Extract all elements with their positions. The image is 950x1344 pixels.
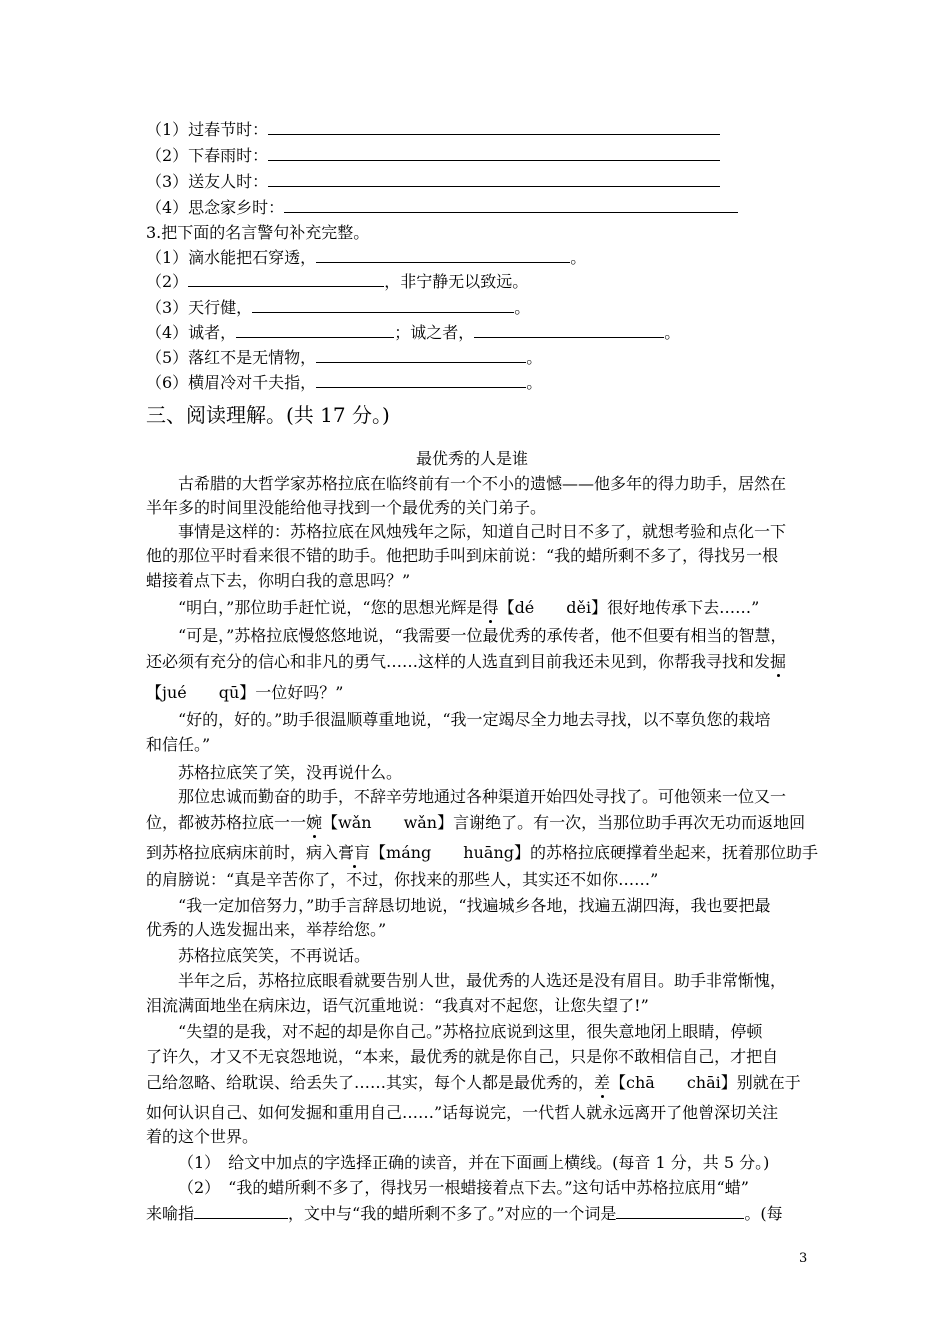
q3-item-4 <box>146 323 680 343</box>
article-line <box>146 813 805 833</box>
q3-item-5-end: 。 <box>526 348 543 367</box>
q3-item-4-text: （4）诚者， <box>146 323 237 342</box>
article-line <box>146 1073 801 1093</box>
q3-item-1-text: （1）滴水能把石穿透， <box>146 248 317 267</box>
q2-item-3-label: （3）送友人时： <box>146 172 269 191</box>
q2-item-3 <box>146 172 720 192</box>
question-2-blank-2[interactable] <box>616 1204 744 1219</box>
q2-item-4 <box>146 198 738 218</box>
article-line: 那位忠诚而勤奋的助手，不辞辛劳地通过各种渠道开始四处寻找了。可他领来一位又一 <box>178 787 787 806</box>
article-line: “可是，”苏格拉底慢悠悠地说，“我需要一位最优秀的承传者，他不但要有相当的智慧， <box>178 626 787 645</box>
q3-item-5-blank[interactable] <box>316 348 526 363</box>
q3-item-4-mid: ；诚之者， <box>394 323 475 342</box>
question-2-text: ，文中与“我的蜡所剩不多了。”对应的一个词是 <box>288 1204 617 1223</box>
q3-item-3-end: 。 <box>514 298 531 317</box>
article-line: 蜡接着点下去，你明白我的意思吗？” <box>146 571 411 590</box>
q2-item-2 <box>146 146 720 166</box>
q3-item-1 <box>146 248 586 268</box>
question-2-cont <box>146 1204 783 1224</box>
q3-item-4-end: 。 <box>664 323 681 342</box>
article-line: 苏格拉底笑笑，不再说话。 <box>178 946 371 965</box>
article-line: 他的那位平时看来很不错的助手。他把助手叫到床前说：“我的蜡所剩不多了，得找另一根 <box>146 546 779 565</box>
article-line: “我一定加倍努力，”助手言辞恳切地说，“找遍城乡各地，找遍五湖四海，我也要把最 <box>178 896 771 915</box>
page-number: 3 <box>799 1251 808 1266</box>
q2-item-1-blank[interactable] <box>268 120 720 135</box>
q2-item-1 <box>146 120 720 140</box>
section-3-heading: 三、阅读理解。(共 17 分。) <box>146 403 390 427</box>
dotted-char: 婉 <box>306 813 323 832</box>
article-line: 泪流满面地坐在病床边，语气沉重地说：“我真对不起您，让您失望了!” <box>146 996 649 1015</box>
article-text: 到苏格拉底病床前时，病入 <box>146 843 339 862</box>
q3-item-3-text: （3）天行健， <box>146 298 253 317</box>
dotted-char: 掘 <box>770 652 787 671</box>
q3-item-3 <box>146 298 530 318</box>
q3-item-5 <box>146 348 542 368</box>
q3-item-6-end: 。 <box>526 373 543 392</box>
dotted-char: 差 <box>594 1073 611 1092</box>
q3-item-6 <box>146 373 542 393</box>
article-line: 和信任。” <box>146 735 211 754</box>
article-line: 了许久，才又不无哀怨地说，“本来，最优秀的就是你自己，只是你不敢相信自己，才把自 <box>146 1047 779 1066</box>
article-line: 优秀的人选发掘出来，举荐给您。” <box>146 920 387 939</box>
q3-item-5-text: （5）落红不是无情物， <box>146 348 317 367</box>
article-line: 半年多的时间里没能给他寻找到一个最优秀的关门弟子。 <box>146 498 547 517</box>
article-text: 还必须有充分的信心和非凡的勇气……这样的人选直到目前我还未见到，你帮我寻找和发 <box>146 652 771 671</box>
question-1: （1） 给文中加点的字选择正确的读音，并在下面画上横线。(每音 1 分，共 5 分。) <box>178 1153 770 1172</box>
question-2-text: 来喻指 <box>146 1204 195 1223</box>
article-line <box>146 652 786 672</box>
article-line: 古希腊的大哲学家苏格拉底在临终前有一个不小的遗憾——他多年的得力助手，居然在 <box>178 474 787 493</box>
q3-item-2 <box>146 272 528 292</box>
q3-item-2-tail: ，非宁静无以致远。 <box>384 272 529 291</box>
q2-item-3-blank[interactable] <box>268 172 720 187</box>
pinyin-choice[interactable]: 【wǎn wǎn】言谢绝了。有一次，当那位助手再次无功而返地回 <box>322 813 806 832</box>
article-line: 着的这个世界。 <box>146 1127 259 1146</box>
article-line <box>146 843 818 863</box>
q3-item-3-blank[interactable] <box>252 298 514 313</box>
article-line: 如何认识自己、如何发掘和重用自己……”话每说完，一代哲人就永远离开了他曾深切关注 <box>146 1103 779 1122</box>
q3-item-1-blank[interactable] <box>316 248 570 263</box>
pinyin-choice[interactable]: 【máng huāng】的苏格拉底硬撑着坐起来，抚着那位助手 <box>370 843 818 862</box>
q3-item-6-text: （6）横眉冷对千夫指， <box>146 373 317 392</box>
article-text: “明白，”那位助手赶忙说，“您的思想光辉是 <box>178 598 483 617</box>
q3-item-1-end: 。 <box>570 248 587 267</box>
q3-item-4-blank-2[interactable] <box>474 323 664 338</box>
article-line: 的肩膀说：“真是辛苦你了，不过，你找来的那些人，其实还不如你……” <box>146 870 659 889</box>
article-line: 事情是这样的：苏格拉底在风烛残年之际，知道自己时日不多了，就想考验和点化一下 <box>178 522 787 541</box>
q2-item-2-label: （2）下春雨时： <box>146 146 269 165</box>
pinyin-choice[interactable]: 【chā chāi】别就在于 <box>610 1073 801 1092</box>
q3-item-2-blank[interactable] <box>188 272 384 287</box>
article-text: 位，都被苏格拉底一一 <box>146 813 307 832</box>
q2-item-4-blank[interactable] <box>284 198 738 213</box>
article-text: 己给忽略、给耽误、给丢失了……其实，每个人都是最优秀的， <box>146 1073 595 1092</box>
question-2-blank-1[interactable] <box>194 1204 288 1219</box>
question-2-text: 。(每 <box>744 1204 783 1223</box>
question-2: （2） “我的蜡所剩不多了，得找另一根蜡接着点下去。”这句话中苏格拉底用“蜡” <box>178 1178 749 1197</box>
q2-item-2-blank[interactable] <box>268 146 720 161</box>
article-line: “好的，好的。”助手很温顺尊重地说，“我一定竭尽全力地去寻找，以不辜负您的栽培 <box>178 710 771 729</box>
pinyin-choice[interactable]: 【jué qū】一位好吗？” <box>146 683 344 702</box>
q3-item-2-text: （2） <box>146 272 189 291</box>
pinyin-choice[interactable]: 【dé děi】很好地传承下去……” <box>498 598 760 617</box>
q3-heading: 3.把下面的名言警句补充完整。 <box>146 223 370 242</box>
dotted-char: 得 <box>482 598 499 617</box>
q3-item-4-blank-1[interactable] <box>236 323 394 338</box>
article-line: 苏格拉底笑了笑，没再说什么。 <box>178 763 403 782</box>
article-line <box>178 598 759 618</box>
q2-item-1-label: （1）过春节时： <box>146 120 269 139</box>
article-title: 最优秀的人是谁 <box>416 449 529 468</box>
dotted-char: 膏肓 <box>338 843 371 862</box>
article-line: “失望的是我，对不起的却是你自己。”苏格拉底说到这里，很失意地闭上眼睛，停顿 <box>178 1022 763 1041</box>
q2-item-4-label: （4）思念家乡时： <box>146 198 285 217</box>
q3-item-6-blank[interactable] <box>316 373 526 388</box>
article-line: 半年之后，苏格拉底眼看就要告别人世，最优秀的人选还是没有眉目。助手非常惭愧， <box>178 971 787 990</box>
